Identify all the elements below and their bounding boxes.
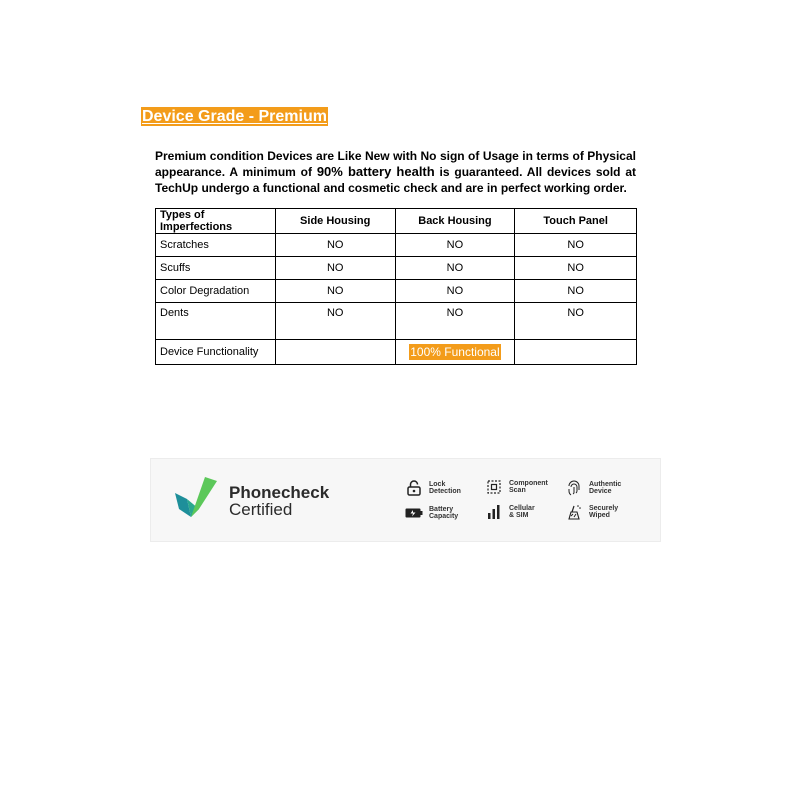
feature-battery-capacity (405, 506, 471, 520)
table-cell: NO (395, 280, 515, 303)
feature-line: Component (509, 480, 548, 487)
phonecheck-logo-icon (175, 477, 219, 522)
table-row (156, 303, 637, 340)
table-cell: NO (515, 280, 637, 303)
feature-securely-wiped (567, 504, 631, 520)
functional-badge: 100% Functional (410, 345, 500, 359)
feature-line: Battery (429, 506, 454, 513)
feature-lock-detection (407, 480, 471, 496)
feature-cellular-sim (487, 505, 551, 519)
description-text-1: Premium condition Devices are Like New with No sign of Usage in terms of Physical appearance. A minimum of (155, 149, 636, 179)
feature-line: & SIM (509, 512, 529, 519)
table-cell (275, 340, 395, 365)
table-cell: NO (275, 257, 395, 280)
brand-block (229, 484, 329, 518)
table-cell: NO (515, 303, 637, 340)
feature-line: Securely (589, 505, 619, 512)
table-cell: NO (275, 280, 395, 303)
feature-line: Cellular (509, 505, 535, 512)
column-header: Back Housing (395, 209, 515, 234)
table-cell: NO (395, 234, 515, 257)
table-cell: NO (395, 257, 515, 280)
row-label: Color Degradation (156, 280, 276, 303)
battery-health-highlight: 90% battery health (316, 164, 435, 179)
feature-component-scan (487, 480, 551, 494)
table-cell: NO (275, 234, 395, 257)
table-cell (515, 340, 637, 365)
feature-authentic-device (567, 480, 631, 496)
brand-name: Phonecheck (229, 483, 330, 502)
table-cell (395, 340, 515, 365)
phonecheck-certification-banner (150, 458, 661, 542)
table-cell: NO (515, 257, 637, 280)
feature-line: Scan (509, 487, 526, 494)
table-cell: NO (515, 234, 637, 257)
column-header: Touch Panel (515, 209, 637, 234)
description-text-2: is guaranteed. All devices sold at TechUp undergo a functional and cosmetic check and are in perfect working order. (155, 165, 637, 195)
description (155, 148, 636, 196)
row-label: Scratches (156, 234, 276, 257)
row-label: Scuffs (156, 257, 276, 280)
fingerprint-icon (567, 480, 581, 496)
table-cell: NO (395, 303, 515, 340)
cellular-signal-icon (487, 505, 501, 519)
feature-line: Capacity (429, 513, 459, 520)
table-row (156, 234, 637, 257)
lock-icon (407, 480, 421, 496)
feature-line: Wiped (589, 512, 610, 519)
column-header: Types of Imperfections (156, 209, 276, 234)
wipe-icon (567, 504, 581, 520)
table-row (156, 280, 637, 303)
component-scan-icon (487, 480, 501, 494)
table-row (156, 257, 637, 280)
brand-subtitle: Certified (229, 500, 293, 519)
feature-line: Lock (429, 481, 446, 488)
functionality-row (156, 340, 637, 365)
feature-line: Authentic (589, 481, 622, 488)
table-cell: NO (275, 303, 395, 340)
row-label: Device Functionality (156, 340, 276, 365)
imperfections-table (155, 208, 637, 365)
table-header-row (156, 209, 637, 234)
column-header: Side Housing (275, 209, 395, 234)
row-label: Dents (156, 303, 276, 340)
battery-icon (405, 508, 423, 518)
feature-line: Detection (429, 488, 461, 495)
feature-line: Device (589, 488, 612, 495)
page-title: Device Grade - Premium (142, 108, 327, 125)
